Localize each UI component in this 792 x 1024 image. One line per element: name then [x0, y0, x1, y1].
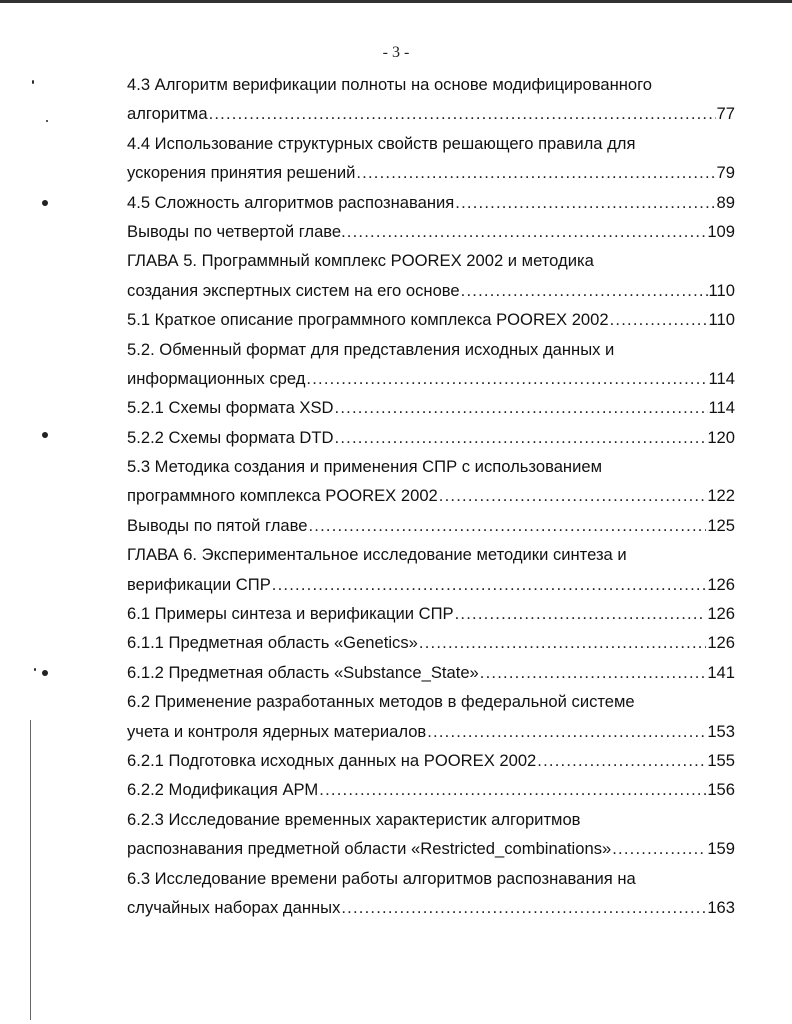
toc-entry	[127, 717, 735, 746]
toc-dot-leader	[335, 423, 707, 452]
toc-page-number: 122	[707, 486, 735, 506]
toc-entry-title: 4.5 Сложность алгоритмов распознавания	[127, 192, 455, 212]
toc-page-number: 79	[716, 163, 735, 183]
toc-dot-leader	[427, 717, 706, 746]
toc-page-number: 159	[707, 839, 735, 859]
scan-speck	[34, 668, 36, 671]
toc-entry-wrap-line	[127, 335, 735, 364]
toc-entry	[127, 99, 735, 128]
toc-dot-leader	[272, 570, 707, 599]
toc-entry	[127, 570, 735, 599]
toc-dot-leader	[419, 628, 706, 657]
toc-entry-wrap-line	[127, 246, 735, 275]
toc-entry	[127, 364, 735, 393]
toc-entry-title: 6.2.1 Подготовка исходных данных на POOREX 2002	[127, 750, 537, 770]
toc-entry	[127, 481, 735, 510]
page-number: - 3 -	[382, 44, 410, 61]
toc-entry-title: 5.2. Обменный формат для представления исходных данных и	[127, 339, 615, 359]
toc-entry-wrap-line	[127, 70, 735, 99]
toc-dot-leader	[209, 99, 716, 128]
binder-hole-mark	[42, 670, 48, 676]
toc-entry-title: 6.3 Исследование времени работы алгоритмов распознавания на	[127, 868, 636, 888]
toc-entry-title: 4.4 Использование структурных свойств решающего правила для	[127, 133, 636, 153]
toc-page-number: 77	[716, 104, 735, 124]
toc-entry-title: 5.1 Краткое описание программного комплекса POOREX 2002	[127, 310, 609, 330]
toc-entry-title: 6.2.2 Модификация АРМ	[127, 780, 319, 800]
toc-entry-title: 5.3 Методика создания и применения СПР с использованием	[127, 457, 603, 477]
toc-entry-title: 6.1.2 Предметная область «Substance_State»	[127, 662, 479, 682]
toc-dot-leader	[537, 746, 706, 775]
toc-page-number: 120	[707, 427, 735, 447]
toc-page-number: 126	[707, 574, 735, 594]
toc-entry-title: верификации СПР	[127, 574, 271, 594]
toc-entry-title: 4.3 Алгоритм верификации полноты на основе модифицированного	[127, 75, 653, 94]
toc-entry	[127, 746, 735, 775]
toc-page-number: 110	[708, 280, 735, 300]
toc-entry-title: 5.2.1 Схемы формата XSD	[127, 398, 334, 418]
toc-entry-title: случайных наборах данных	[127, 897, 341, 917]
toc-entry	[127, 893, 735, 922]
toc-dot-leader	[610, 305, 708, 334]
toc-page-number: 155	[707, 750, 735, 770]
toc-entry	[127, 658, 735, 687]
toc-entry	[127, 628, 735, 657]
toc-entry-title: программного комплекса POOREX 2002	[127, 486, 438, 506]
toc-page-number: 114	[708, 398, 735, 418]
toc-entry-wrap-line	[127, 452, 735, 481]
scan-edge-line	[30, 720, 31, 1020]
toc-entry-title: 6.2 Применение разработанных методов в федеральной системе	[127, 692, 635, 712]
toc-dot-leader	[319, 775, 706, 804]
toc-page-number: 156	[707, 780, 735, 800]
toc-entry	[127, 599, 735, 628]
toc-entry-title: ГЛАВА 5. Программный комплекс POOREX 2002 и методика	[127, 251, 594, 271]
toc-entry-title: ГЛАВА 6. Экспериментальное исследование методики синтеза и	[127, 545, 627, 565]
toc-page-number: 126	[707, 604, 735, 624]
toc-page-number: 89	[716, 192, 735, 212]
toc-entry-title: Выводы по четвертой главе.	[127, 221, 346, 241]
table-of-contents	[127, 70, 735, 922]
toc-page-number: 109	[707, 221, 735, 241]
toc-entry-title: 6.1.1 Предметная область «Genetics»	[127, 633, 418, 653]
toc-page-number: 125	[707, 515, 735, 535]
toc-entry	[127, 775, 735, 804]
scan-speck	[46, 120, 48, 122]
toc-entry	[127, 423, 735, 452]
toc-entry	[127, 188, 735, 217]
toc-dot-leader	[335, 393, 708, 422]
binder-hole-mark	[42, 200, 48, 206]
toc-entry	[127, 393, 735, 422]
top-scan-border	[0, 0, 792, 3]
toc-page-number: 126	[707, 633, 735, 653]
toc-dot-leader	[356, 158, 715, 187]
toc-entry	[127, 158, 735, 187]
toc-dot-leader	[455, 599, 707, 628]
toc-dot-leader	[461, 276, 708, 305]
toc-dot-leader	[347, 217, 707, 246]
toc-entry	[127, 217, 735, 246]
toc-entry-title: учета и контроля ядерных материалов	[127, 721, 427, 741]
toc-page-number: 163	[707, 897, 735, 917]
toc-entry-title: Выводы по пятой главе	[127, 515, 308, 535]
toc-entry	[127, 511, 735, 540]
toc-page-number: 141	[707, 662, 735, 682]
toc-entry-title: 6.1 Примеры синтеза и верификации СПР	[127, 604, 454, 624]
toc-page-number: 110	[708, 310, 735, 330]
toc-dot-leader	[439, 481, 707, 510]
toc-entry-wrap-line	[127, 805, 735, 834]
scan-speck	[32, 80, 34, 84]
toc-entry-title: информационных сред	[127, 368, 306, 388]
toc-entry-title: 5.2.2 Схемы формата DTD	[127, 427, 334, 447]
toc-entry-wrap-line	[127, 129, 735, 158]
toc-entry	[127, 305, 735, 334]
toc-entry	[127, 834, 735, 863]
toc-dot-leader	[306, 364, 707, 393]
toc-entry-title: 6.2.3 Исследование временных характеристик алгоритмов	[127, 809, 581, 829]
toc-entry-wrap-line	[127, 540, 735, 569]
toc-entry-wrap-line	[127, 864, 735, 893]
toc-entry-title: ускорения принятия решений	[127, 163, 356, 183]
toc-page-number: 114	[708, 368, 735, 388]
toc-entry-title: создания экспертных систем на его основе	[127, 280, 460, 300]
toc-dot-leader	[308, 511, 706, 540]
toc-page-number: 153	[707, 721, 735, 741]
toc-dot-leader	[612, 834, 706, 863]
toc-entry-wrap-line	[127, 687, 735, 716]
binder-hole-mark	[42, 432, 48, 438]
toc-entry-title: распознавания предметной области «Restricted_combinations»	[127, 839, 612, 859]
toc-dot-leader	[455, 188, 715, 217]
toc-entry	[127, 276, 735, 305]
toc-entry-title: алгоритма	[127, 104, 208, 124]
toc-dot-leader	[341, 893, 706, 922]
toc-dot-leader	[480, 658, 707, 687]
